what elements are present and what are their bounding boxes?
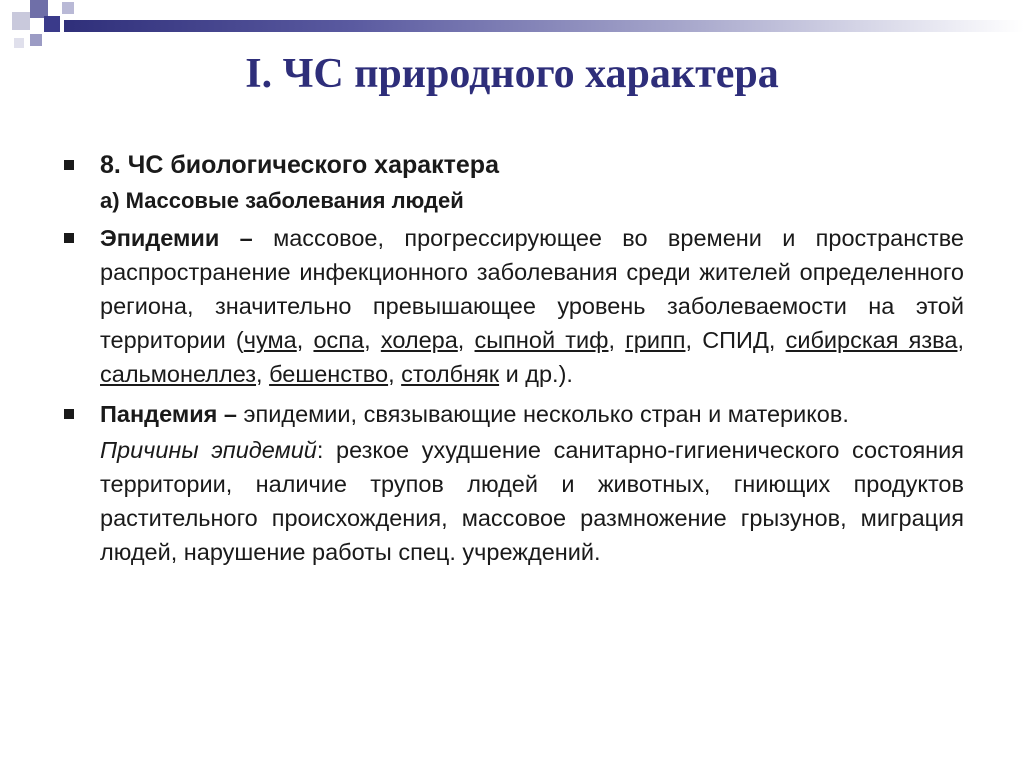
disease-link[interactable]: столбняк	[401, 361, 500, 387]
epidemic-term: Эпидемии	[100, 225, 220, 251]
slide-title: I. ЧС природного характера	[245, 51, 779, 97]
disease-link[interactable]: сальмонеллез	[100, 361, 257, 387]
causes-label: Причины эпидемий	[100, 437, 317, 463]
disease-link[interactable]: сибирская язва	[785, 327, 958, 353]
causes-paragraph	[62, 433, 964, 569]
pandemic-item	[62, 397, 964, 431]
slide-content	[62, 148, 964, 569]
section-heading-item	[62, 148, 964, 182]
section-heading: 8. ЧС биологического характера	[100, 151, 499, 179]
square-bullet-icon	[64, 233, 74, 243]
disease-link[interactable]: грипп	[625, 327, 686, 353]
epidemic-definition: массовое, прогрессирующее во времени и пространстве распространение инфекционного заболевания среди жителей определенного региона, значительно превышающее уровень заболеваемости на этой территории (	[100, 225, 964, 353]
separator: ,	[768, 327, 786, 353]
disease-link[interactable]: оспа	[313, 327, 365, 353]
disease-link[interactable]: чума	[243, 327, 297, 353]
disease-link[interactable]: холера	[380, 327, 458, 353]
separator: ,	[388, 361, 402, 387]
separator: ,	[608, 327, 626, 353]
decor-square	[14, 38, 24, 48]
separator: ,	[296, 327, 314, 353]
pandemic-term: Пандемия	[100, 401, 218, 427]
square-bullet-icon	[64, 160, 74, 170]
square-bullet-icon	[64, 409, 74, 419]
epidemic-ending: и др.).	[499, 361, 573, 387]
separator: ,	[957, 327, 964, 353]
causes-colon: :	[316, 437, 324, 463]
pandemic-definition: эпидемии, связывающие несколько стран и материков.	[243, 401, 849, 427]
decor-square	[62, 2, 74, 14]
decor-square	[30, 34, 42, 46]
epidemic-item	[62, 221, 964, 391]
disease-link[interactable]: бешенство	[269, 361, 389, 387]
separator: ,	[457, 327, 475, 353]
pandemic-dash: –	[217, 401, 244, 427]
top-gradient-bar	[64, 20, 1024, 32]
decor-square	[12, 12, 30, 30]
disease-text: СПИД	[702, 327, 769, 353]
epidemic-dash: –	[219, 225, 274, 251]
disease-link[interactable]: сыпной тиф	[474, 327, 609, 353]
section-subheading: а) Массовые заболевания людей	[100, 188, 464, 213]
causes-text: резкое ухудшение санитарно-гигиенического состояния территории, наличие трупов людей и животных, гниющих продуктов растительного происхождения, массовое размножение грызунов, миграция людей, нарушение работы спец. учреждений.	[100, 437, 964, 565]
separator: ,	[364, 327, 381, 353]
separator: ,	[685, 327, 703, 353]
decor-square	[44, 16, 60, 32]
separator: ,	[256, 361, 270, 387]
